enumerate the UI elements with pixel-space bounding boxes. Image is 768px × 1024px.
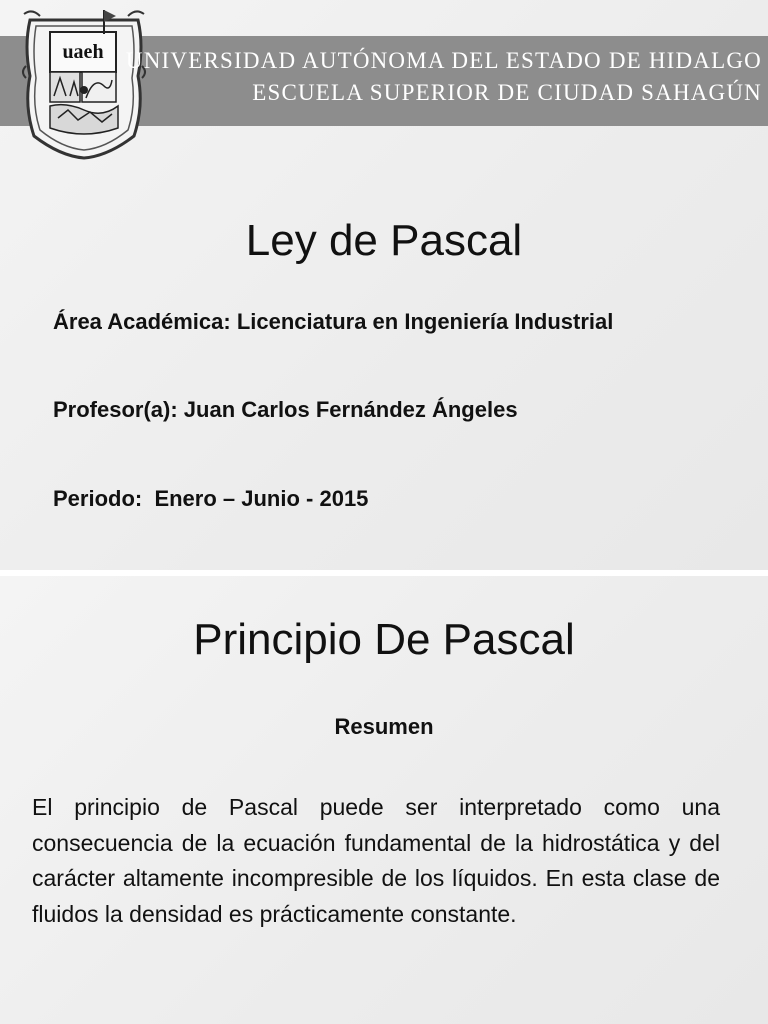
- academic-area: Área Académica: Licenciatura en Ingeniería Industrial: [53, 309, 614, 334]
- section-heading: Resumen: [334, 714, 434, 739]
- slide-title: Ley de Pascal: [245, 216, 523, 265]
- slide-title-2: Principio De Pascal: [193, 615, 575, 664]
- university-name: UNIVERSIDAD AUTÓNOMA DEL ESTADO DE HIDALGO: [125, 48, 762, 73]
- period: Periodo: Enero – Junio - 2015: [53, 486, 369, 511]
- svg-text:uaeh: uaeh: [62, 41, 104, 63]
- school-name: ESCUELA SUPERIOR DE CIUDAD SAHAGÚN: [252, 80, 762, 105]
- university-seal: [20, 6, 148, 162]
- professor: Profesor(a): Juan Carlos Fernández Ángeles: [53, 397, 518, 422]
- summary-paragraph: El principio de Pascal puede ser interpretado como una consecuencia de la ecuación fundamental de la hidrostática y del carácter altamente incompresible de los líquidos. En esta clase de fluidos la densidad es prácticamente constante.: [32, 794, 720, 927]
